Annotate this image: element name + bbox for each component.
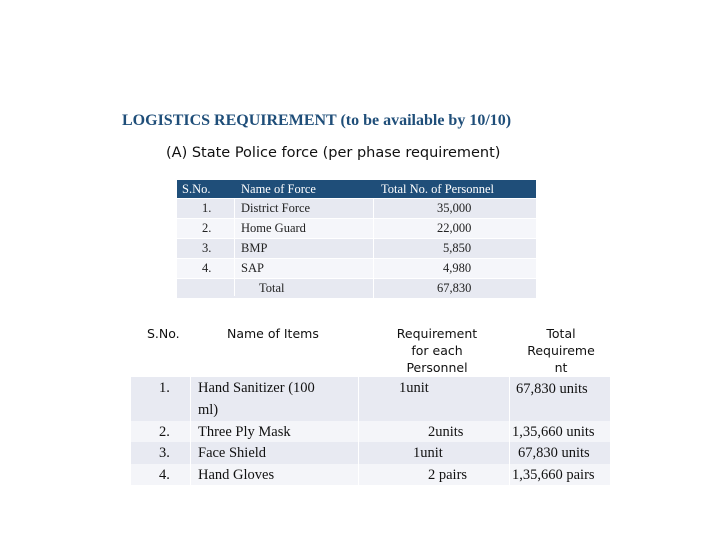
cell-force-name: Home Guard <box>241 221 306 235</box>
cell-total: 67,830 units <box>516 381 588 397</box>
table-row <box>131 377 610 421</box>
section-subtitle: (A) State Police force (per phase requirement) <box>166 145 501 161</box>
column-divider <box>358 315 359 485</box>
title-note: (to be available by 10/10) <box>340 112 512 129</box>
column-divider <box>234 198 235 296</box>
cell-sno: 1. <box>159 380 170 396</box>
table-row <box>177 239 536 258</box>
cell-item-name: Hand Gloves <box>198 467 275 483</box>
item-name-line: Hand Sanitizer (100 <box>198 380 315 396</box>
cell-sno: 4. <box>159 467 170 483</box>
title-main: LOGISTICS REQUIREMENT <box>122 112 337 129</box>
cell-item-name: Face Shield <box>198 445 267 461</box>
table-row <box>177 259 536 278</box>
table-row <box>131 421 610 442</box>
cell-total: 1,35,660 units <box>512 424 595 440</box>
cell-item-name: Three Ply Mask <box>198 424 291 440</box>
cell-total: 1,35,660 pairs <box>512 467 595 483</box>
items-table-header <box>131 315 610 377</box>
cell-personnel: 22,000 <box>437 221 472 235</box>
cell-sno: 1. <box>202 201 212 215</box>
cell-force-name: BMP <box>241 241 268 255</box>
col-header-total <box>511 325 611 376</box>
header-line: Total <box>546 326 576 341</box>
column-divider <box>190 315 191 485</box>
cell-requirement: 1unit <box>413 445 443 461</box>
cell-personnel: 35,000 <box>437 201 472 215</box>
table-row <box>177 219 536 238</box>
cell-sno: 3. <box>202 241 212 255</box>
header-line: nt <box>554 360 568 375</box>
col-header-total: Total No. of Personnel <box>381 182 494 196</box>
cell-total-value: 67,830 <box>437 281 472 295</box>
header-line: Requireme <box>527 343 595 358</box>
cell-requirement: 2 pairs <box>428 467 468 483</box>
table-row <box>177 199 536 218</box>
col-header-sno: S.No. <box>147 326 180 341</box>
col-header-name: Name of Force <box>241 182 316 196</box>
cell-force-name: District Force <box>241 201 311 215</box>
table-row <box>131 464 610 485</box>
cell-sno: 3. <box>159 445 170 461</box>
col-header-items: Name of Items <box>227 326 319 341</box>
cell-requirement: 1unit <box>399 380 429 396</box>
column-divider <box>509 315 510 485</box>
header-line: Requirement <box>396 326 478 341</box>
page-title <box>122 112 511 130</box>
col-header-sno: S.No. <box>182 182 211 196</box>
force-table-header <box>177 180 536 198</box>
header-line: Personnel <box>406 360 468 375</box>
cell-personnel: 4,980 <box>443 261 472 275</box>
cell-requirement: 2units <box>428 424 464 440</box>
table-row <box>131 442 610 464</box>
cell-sno: 4. <box>202 261 212 275</box>
header-line: for each <box>411 343 463 358</box>
item-name-line: ml) <box>198 402 219 418</box>
cell-personnel: 5,850 <box>443 241 472 255</box>
cell-total-label: Total <box>259 281 285 295</box>
cell-item-name <box>198 377 315 421</box>
cell-total: 67,830 units <box>518 445 590 461</box>
table-row-total <box>177 279 536 298</box>
cell-sno: 2. <box>202 221 212 235</box>
col-header-requirement <box>369 325 505 376</box>
items-table <box>131 315 610 485</box>
cell-force-name: SAP <box>241 261 264 275</box>
cell-sno: 2. <box>159 424 170 440</box>
column-divider <box>373 198 374 298</box>
